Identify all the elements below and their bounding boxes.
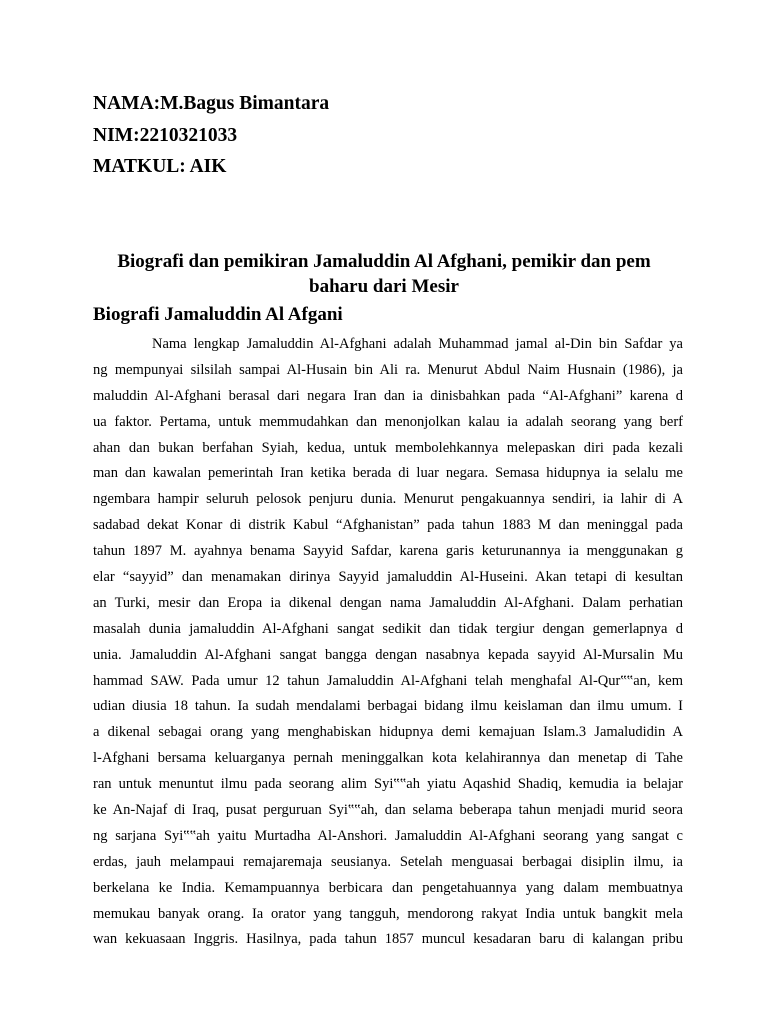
course-name: MATKUL: AIK xyxy=(93,156,227,177)
body-line: Nama lengkap Jamaluddin Al-Afghani adalah Muhammad jamal al-Din bin Safdar ya xyxy=(152,336,683,352)
body-line: man dan kawalan pemerintah Iran ketika berada di luar negara. Semasa hidupnya ia selalu me xyxy=(93,465,683,482)
student-name: NAMA:M.Bagus Bimantara xyxy=(93,93,330,114)
body-line: ngembara hampir seluruh pelosok penjuru dunia. Menurut pengakuannya sendiri, ia lahir di A xyxy=(93,491,683,508)
body-line: hammad SAW. Pada umur 12 tahun Jamaluddin Al-Afghani telah menghafal Al-Qur‟‟an, kem xyxy=(93,672,683,689)
body-line: ke An-Najaf di Iraq, pusat perguruan Syi‟‟ah, dan selama beberapa tahun menjadi murid seora xyxy=(93,802,683,819)
body-line: tahun 1897 M. ayahnya benama Sayyid Safdar, karena garis keturunannya ia menggunakan g xyxy=(93,543,683,560)
student-id: NIM:2210321033 xyxy=(93,124,238,146)
body-line: masalah dunia jamaluddin Al-Afghani sangat sedikit dan tidak tergiur dengan gemerlapnya d xyxy=(93,620,683,637)
body-line: maluddin Al-Afghani berasal dari negara Iran dan ia dinisbahkan pada “Al-Afghani” karena d xyxy=(93,387,683,404)
student-info xyxy=(93,88,329,183)
body-line: an Turki, mesir dan Eropa ia dikenal dengan nama Jamaluddin Al-Afghani. Dalam perhatian xyxy=(93,594,683,611)
document-title-line-2: baharu dari Mesir xyxy=(309,276,459,297)
body-line: wan kekuasaan Inggris. Hasilnya, pada tahun 1857 muncul kesadaran baru di kalangan pribu xyxy=(93,931,683,948)
body-line: ahan dan bukan berfahan Syiah, kedua, untuk membolehkannya melepaskan diri pada kezali xyxy=(93,439,683,456)
body-line: erdas, jauh melampaui remajaremaja seusianya. Setelah menguasai berbagai disiplin ilmu, ia xyxy=(93,853,683,870)
body-line: ng mempunyai silsilah sampai Al-Husain bin Ali ra. Menurut Abdul Naim Husnain (1986), ja xyxy=(93,361,683,378)
body-line: sadabad dekat Konar di distrik Kabul “Afghanistan” pada tahun 1883 M dan meninggal pada xyxy=(93,517,683,534)
body-line: unia. Jamaluddin Al-Afghani sangat bangga dengan nasabnya kepada sayyid Al-Mursalin Mu xyxy=(93,646,683,663)
body-line: elar “sayyid” dan menamakan dirinya Sayyid jamaluddin Al-Huseini. Akan tetapi di kesultan xyxy=(93,569,683,586)
body-line: berkelana ke India. Kemampuannya berbicara dan pengetahuannya yang dalam membuatnya xyxy=(93,879,683,896)
section-heading: Biografi Jamaluddin Al Afgani xyxy=(93,304,343,325)
body-line: udian diusia 18 tahun. Ia sudah mendalami berbagai bidang ilmu keislaman dan ilmu umum. I xyxy=(93,698,683,715)
document-title xyxy=(85,249,683,299)
body-line: l-Afghani bersama keluarganya pernah meninggalkan kota kelahirannya dan menetap di Tahe xyxy=(93,750,683,767)
body-line: ran untuk menuntut ilmu pada seorang alim Syi‟‟ah yiatu Aqashid Shadiq, kemudia ia belajar xyxy=(93,776,683,793)
body-paragraph xyxy=(93,332,683,953)
body-line: a dikenal sebagai orang yang menghabiskan hidupnya demi kemajuan Islam.3 Jamaludidin A xyxy=(93,724,683,741)
body-line: ng sarjana Syi‟‟ah yaitu Murtadha Al-Anshori. Jamaluddin Al-Afghani seorang yang sangat c xyxy=(93,827,683,844)
body-line: ua faktor. Pertama, untuk memmudahkan dan menonjolkan kalau ia adalah seorang yang berf xyxy=(93,413,683,430)
document-title-line-1: Biografi dan pemikiran Jamaluddin Al Afghani, pemikir dan pem xyxy=(117,251,651,272)
body-line: memukau banyak orang. Ia orator yang tangguh, mendorong rakyat India untuk bangkit mela xyxy=(93,905,683,922)
